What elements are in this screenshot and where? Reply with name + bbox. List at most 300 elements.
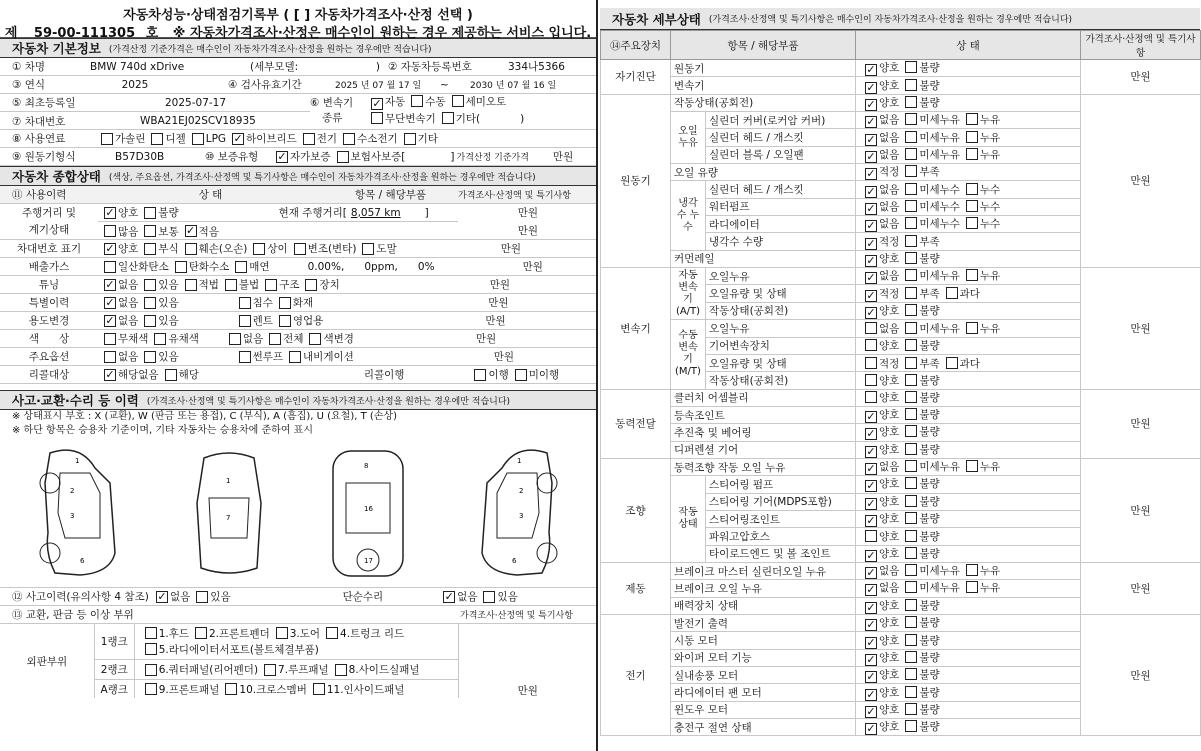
special-none-label: 없음 [118, 297, 139, 309]
status-checkbox[interactable] [905, 61, 917, 73]
color-chromatic-checkbox[interactable] [154, 333, 166, 345]
status-option-label: 없음 [879, 565, 900, 578]
detail-item: 충전구 절연 상태 [671, 719, 856, 736]
radiator-support-checkbox[interactable] [145, 643, 157, 655]
status-checkbox[interactable] [905, 477, 917, 489]
status-checkbox[interactable] [905, 374, 917, 386]
trunk-lid-checkbox[interactable] [326, 627, 338, 639]
detail-status [856, 615, 1081, 632]
emission-hc-checkbox[interactable] [175, 261, 187, 273]
special-history-row [0, 294, 596, 312]
status-checkbox[interactable] [966, 564, 978, 576]
status-checkbox[interactable] [966, 131, 978, 143]
status-checkbox[interactable] [966, 322, 978, 334]
status-checkbox[interactable] [905, 530, 917, 542]
detail-subcategory: 냉각수 누수 [671, 181, 706, 250]
status-checkbox[interactable]: ✓ [866, 253, 876, 267]
fuel-hybrid-label: 하이브리드 [246, 133, 297, 145]
emission-label: 배출가스 [28, 261, 70, 273]
status-checkbox[interactable] [865, 530, 877, 542]
status-checkbox[interactable]: ✓ [866, 462, 876, 476]
status-checkbox[interactable]: ✓ [866, 600, 876, 614]
inside-panel-checkbox[interactable] [313, 683, 325, 695]
status-checkbox[interactable]: ✓ [866, 687, 876, 701]
detail-item: 작동상태(공회전) [706, 302, 856, 319]
status-option-label: 누유 [979, 322, 1001, 335]
tuning-exist-checkbox[interactable] [144, 279, 156, 291]
door-checkbox[interactable] [276, 627, 288, 639]
basic-info-header [0, 38, 596, 58]
status-checkbox[interactable] [905, 651, 917, 663]
inspect-valid-label: ④ 검사유효기간 [228, 79, 302, 91]
door-label: 3.도어 [289, 628, 321, 640]
status-checkbox[interactable]: ✓ [866, 652, 876, 666]
detail-status [856, 632, 1081, 649]
usage-business-checkbox[interactable] [279, 315, 291, 327]
status-option-label: 누유 [979, 114, 1001, 127]
detail-category: 동력전달 [601, 389, 671, 458]
svg-text:6: 6 [79, 556, 84, 565]
year-value: 2025 [121, 78, 149, 91]
status-checkbox[interactable]: ✓ [866, 704, 876, 718]
inspect-valid-tilde: ~ [440, 78, 449, 91]
warranty-self-checkbox[interactable]: ✓ [277, 149, 287, 163]
trans-manual-label: 수동 [425, 96, 446, 108]
car-right-side-diagram [457, 443, 577, 583]
accident-none-checkbox[interactable]: ✓ [157, 589, 167, 603]
status-checkbox[interactable] [966, 183, 978, 195]
tuning-illegal-checkbox[interactable] [225, 279, 237, 291]
plate-painted-checkbox[interactable] [362, 243, 374, 255]
detail-title: 자동차 세부상태 [612, 11, 701, 27]
status-checkbox[interactable]: ✓ [866, 184, 876, 198]
status-checkbox[interactable] [966, 217, 978, 229]
status-checkbox[interactable] [905, 131, 917, 143]
accident-exist-checkbox[interactable] [196, 591, 208, 603]
detail-item: 윈도우 모터 [671, 701, 856, 718]
detail-item: 스티어링 기어(MDPS포함) [706, 493, 856, 510]
trans-auto-label: 자동 [385, 96, 406, 108]
roof-panel-checkbox[interactable] [264, 664, 276, 676]
usage-rent-checkbox[interactable] [239, 315, 251, 327]
mileage-many-checkbox[interactable] [104, 225, 116, 237]
status-option-label: 양호 [879, 478, 900, 491]
status-checkbox[interactable]: ✓ [866, 444, 876, 458]
fuel-lpg-checkbox[interactable] [192, 133, 204, 145]
status-checkbox[interactable] [865, 374, 877, 386]
status-checkbox[interactable] [905, 287, 917, 299]
mileage-few-checkbox[interactable]: ✓ [185, 224, 196, 237]
status-checkbox[interactable] [905, 183, 917, 195]
detail-item-header: 항목 / 해당부품 [671, 31, 856, 60]
device-header: ⑭주요장치 [601, 31, 671, 60]
status-option-label: 누유 [979, 565, 1001, 578]
status-checkbox[interactable]: ✓ [866, 201, 876, 215]
status-checkbox[interactable] [905, 408, 917, 420]
color-price-unit: 만원 [475, 333, 497, 345]
trans-manual-checkbox[interactable] [411, 95, 423, 107]
status-checkbox[interactable]: ✓ [866, 271, 876, 285]
detail-item: 오일누유 [706, 320, 856, 337]
tuning-device-checkbox[interactable] [305, 279, 317, 291]
plate-good-label: 양호 [118, 243, 139, 255]
status-checkbox[interactable]: ✓ [866, 583, 876, 597]
status-checkbox[interactable] [865, 339, 877, 351]
status-checkbox[interactable] [905, 79, 917, 91]
status-checkbox[interactable] [905, 599, 917, 611]
hood-checkbox[interactable] [145, 627, 157, 639]
detail-price: 만원 [1081, 268, 1201, 389]
usage-change-row [0, 312, 596, 330]
status-option-label: 양호 [879, 304, 900, 317]
fuel-hydrogen-checkbox[interactable] [343, 133, 355, 145]
status-checkbox[interactable] [966, 200, 978, 212]
detail-status [856, 337, 1081, 354]
status-checkbox[interactable]: ✓ [866, 427, 876, 441]
status-checkbox[interactable]: ✓ [866, 670, 876, 684]
status-checkbox[interactable] [966, 269, 978, 281]
detail-item: 오일유량 및 상태 [706, 354, 856, 371]
special-fire-label: 화재 [292, 297, 314, 309]
svg-text:7: 7 [225, 513, 230, 522]
status-checkbox[interactable] [905, 113, 917, 125]
status-checkbox[interactable] [865, 322, 877, 334]
status-option-label: 적정 [879, 357, 900, 370]
status-checkbox[interactable] [865, 357, 877, 369]
options-navi-checkbox[interactable] [289, 351, 301, 363]
usage-none-checkbox[interactable]: ✓ [105, 313, 115, 327]
quarter-panel-checkbox[interactable] [145, 664, 157, 676]
detail-item: 실린더 헤드 / 개스킷 [706, 181, 856, 198]
status-checkbox[interactable]: ✓ [866, 618, 876, 632]
status-checkbox[interactable] [905, 269, 917, 281]
status-checkbox[interactable] [865, 391, 877, 403]
color-none-checkbox[interactable] [229, 333, 241, 345]
detail-status [856, 181, 1081, 198]
status-option-label: 불량 [919, 443, 940, 456]
status-option-label: 미세누수 [919, 218, 960, 231]
status-checkbox[interactable] [905, 564, 917, 576]
status-checkbox[interactable] [905, 252, 917, 264]
status-option-label: 불량 [919, 96, 940, 109]
status-checkbox[interactable] [905, 443, 917, 455]
status-checkbox[interactable]: ✓ [866, 219, 876, 233]
status-option-label: 없음 [879, 582, 900, 595]
plate-corrosion-checkbox[interactable] [144, 243, 156, 255]
plate-diff-checkbox[interactable] [253, 243, 265, 255]
status-checkbox[interactable] [905, 304, 917, 316]
svg-text:1: 1 [74, 456, 79, 465]
detail-status [856, 164, 1081, 181]
detail-status [856, 701, 1081, 718]
tuning-none-label: 없음 [118, 279, 139, 291]
doc-notice: ※ 자동차가격조사·산정은 매수인이 원하는 경우 제공하는 서비스 입니다. [172, 26, 592, 41]
options-none-label: 없음 [118, 351, 139, 363]
basic-row-2 [0, 76, 596, 94]
warranty-insurer-label: 보험사보증[ [350, 151, 406, 163]
fuel-diesel-checkbox[interactable] [151, 133, 163, 145]
status-checkbox[interactable] [905, 581, 917, 593]
fuel-electric-checkbox[interactable] [303, 133, 315, 145]
emission-smoke-checkbox[interactable] [235, 261, 247, 273]
detail-status [856, 354, 1081, 371]
color-full-checkbox[interactable] [269, 333, 281, 345]
status-checkbox[interactable] [905, 391, 917, 403]
status-checkbox[interactable] [905, 616, 917, 628]
status-option-label: 불량 [919, 703, 940, 716]
document-title: 자동차성능·상태점검기록부 ( [ ] 자동차가격조사·산정 선택 ) [123, 8, 473, 23]
status-checkbox[interactable] [905, 425, 917, 437]
status-checkbox[interactable]: ✓ [866, 236, 876, 250]
detail-status [856, 719, 1081, 736]
trans-other-checkbox[interactable] [442, 112, 454, 124]
status-checkbox[interactable] [905, 668, 917, 680]
status-checkbox[interactable]: ✓ [866, 63, 876, 77]
outer-panel-label: 외판부위 [0, 624, 95, 698]
fuel-other-label: 기타 [417, 133, 438, 145]
detail-item: 클러치 어셈블리 [671, 389, 856, 406]
current-odometer-value: 8,057 km [350, 206, 401, 219]
meter-bad-checkbox[interactable] [144, 207, 156, 219]
status-checkbox[interactable] [905, 200, 917, 212]
status-option-label: 없음 [879, 114, 900, 127]
simple-repair-label: 단순수리 [342, 591, 384, 603]
status-option-label: 불량 [919, 651, 940, 664]
accident-history-row [0, 588, 596, 606]
recall-applies-checkbox[interactable] [165, 369, 177, 381]
status-checkbox[interactable]: ✓ [866, 115, 876, 129]
side-sill-checkbox[interactable] [335, 664, 347, 676]
special-history-label: 특별이력 [28, 297, 70, 309]
status-checkbox[interactable]: ✓ [866, 548, 876, 562]
status-checkbox[interactable] [946, 287, 958, 299]
status-option-label: 부족 [919, 235, 940, 248]
tuning-legal-checkbox[interactable] [185, 279, 197, 291]
status-checkbox[interactable] [966, 581, 978, 593]
special-exist-checkbox[interactable] [144, 297, 156, 309]
status-option-label: 양호 [879, 703, 900, 716]
detail-body [601, 60, 1201, 736]
repair-exist-checkbox[interactable] [483, 591, 495, 603]
tuning-row [0, 276, 596, 294]
sub-model-close: ) [375, 60, 380, 73]
document-header [0, 0, 596, 41]
detail-item: 배력장치 상태 [671, 597, 856, 614]
status-checkbox[interactable]: ✓ [866, 97, 876, 111]
status-checkbox[interactable] [905, 165, 917, 177]
detail-item: 와이퍼 모터 기능 [671, 649, 856, 666]
left-page [0, 0, 598, 751]
engine-type-label: ⑨ 원동기형식 [12, 151, 76, 163]
detail-status [856, 667, 1081, 684]
plate-good-checkbox[interactable]: ✓ [105, 241, 115, 255]
plate-damage-checkbox[interactable] [185, 243, 197, 255]
status-checkbox[interactable]: ✓ [866, 167, 876, 181]
detail-item: 시동 모터 [671, 632, 856, 649]
usage-business-label: 영업용 [292, 315, 324, 327]
status-option-label: 미세누유 [919, 131, 960, 144]
status-checkbox[interactable] [905, 720, 917, 732]
status-option-label: 과다 [959, 357, 980, 370]
trans-semi-checkbox[interactable] [452, 95, 464, 107]
status-option-label: 양호 [879, 547, 900, 560]
status-option-label: 부족 [919, 166, 940, 179]
detail-status [856, 302, 1081, 319]
repair-exist-label: 있음 [497, 591, 518, 603]
special-fire-checkbox[interactable] [279, 297, 291, 309]
vin-label: ⑦ 차대번호 [12, 115, 66, 128]
detail-item: 오일 유량 [671, 164, 856, 181]
status-checkbox[interactable]: ✓ [866, 496, 876, 510]
special-flood-checkbox[interactable] [239, 297, 251, 309]
status-checkbox[interactable] [905, 547, 917, 559]
quarter-panel-label: 6.쿼터패널(리어펜더) [158, 664, 259, 676]
status-checkbox[interactable]: ✓ [866, 80, 876, 94]
status-checkbox[interactable]: ✓ [866, 722, 876, 736]
detail-category: 원동기 [601, 94, 671, 267]
status-checkbox[interactable] [946, 357, 958, 369]
detail-item: 등속조인트 [671, 406, 856, 423]
fuel-hybrid-checkbox[interactable]: ✓ [233, 131, 243, 145]
basic-info-note: (가격산정 기준가격은 매수인이 자동차가격조사·산정을 원하는 경우에만 적습니다) [108, 44, 432, 55]
status-checkbox[interactable] [905, 357, 917, 369]
plate-row [0, 240, 596, 258]
cross-member-checkbox[interactable] [225, 683, 237, 695]
options-none-checkbox[interactable] [104, 351, 116, 363]
color-none-label: 없음 [242, 333, 264, 345]
repair-none-checkbox[interactable]: ✓ [444, 589, 454, 603]
repair-none-label: 없음 [457, 591, 478, 603]
status-checkbox[interactable] [905, 322, 917, 334]
status-checkbox[interactable]: ✓ [866, 305, 876, 319]
accident-none-label: 없음 [170, 591, 191, 603]
status-checkbox[interactable]: ✓ [866, 566, 876, 580]
options-sunroof-checkbox[interactable] [239, 351, 251, 363]
status-option-label: 미세누유 [919, 270, 960, 283]
tuning-none-checkbox[interactable]: ✓ [105, 277, 115, 291]
exchange-label: ⑬ 교환, 판금 등 이상 부위 [12, 609, 134, 621]
recall-none-checkbox[interactable]: ✓ [105, 367, 115, 381]
first-reg-value: 2025-07-17 [165, 96, 227, 109]
plate-altered-checkbox[interactable] [294, 243, 306, 255]
status-checkbox[interactable] [966, 113, 978, 125]
tuning-structure-checkbox[interactable] [265, 279, 277, 291]
status-checkbox[interactable]: ✓ [866, 514, 876, 528]
trunk-lid-label: 4.트렁크 리드 [340, 628, 405, 640]
detail-status [856, 510, 1081, 527]
status-checkbox[interactable]: ✓ [866, 149, 876, 163]
detail-status [856, 372, 1081, 389]
trans-auto-checkbox[interactable]: ✓ [372, 97, 382, 110]
special-none-checkbox[interactable]: ✓ [105, 295, 115, 309]
detail-row [601, 60, 1201, 77]
status-option-label: 없음 [879, 218, 900, 231]
detail-row [601, 389, 1201, 406]
front-panel-checkbox[interactable] [145, 683, 157, 695]
warranty-insurer-checkbox[interactable] [337, 151, 349, 163]
status-option-label: 적정 [879, 166, 900, 179]
detail-item: 타이로드엔드 및 볼 조인트 [706, 545, 856, 562]
status-checkbox[interactable] [966, 460, 978, 472]
fuel-gasoline-checkbox[interactable] [101, 133, 113, 145]
status-checkbox[interactable]: ✓ [866, 132, 876, 146]
status-option-label: 없음 [879, 461, 900, 474]
exchange-price-header: 가격조사·산정액 및 특기사항 [460, 611, 573, 621]
detail-item: 커먼레일 [671, 250, 856, 267]
front-fender-checkbox[interactable] [195, 627, 207, 639]
detail-category: 자기진단 [601, 60, 671, 95]
status-checkbox[interactable] [905, 460, 917, 472]
color-changed-checkbox[interactable] [309, 333, 321, 345]
emission-price-unit: 만원 [522, 261, 543, 273]
status-option-label: 양호 [879, 443, 900, 456]
detail-subcategory: 자동 변속기 (A/T) [671, 268, 706, 320]
status-checkbox[interactable] [905, 148, 917, 160]
status-option-label: 없음 [879, 131, 900, 144]
detail-category: 제동 [601, 562, 671, 614]
status-checkbox[interactable] [905, 512, 917, 524]
detail-row [601, 268, 1201, 285]
status-checkbox[interactable] [966, 148, 978, 160]
status-checkbox[interactable]: ✓ [866, 479, 876, 493]
detail-status-header: 상 태 [856, 31, 1081, 60]
usage-history-header: ⑪ 사용이력 [12, 189, 67, 201]
meter-good-checkbox[interactable]: ✓ [105, 205, 115, 219]
status-option-label: 양호 [879, 513, 900, 526]
options-exist-checkbox[interactable] [144, 351, 156, 363]
status-checkbox[interactable] [905, 686, 917, 698]
recall-unfulfilled-label: 미이행 [528, 369, 560, 381]
transmission-label-2: 종류 [322, 112, 343, 124]
status-checkbox[interactable] [905, 235, 917, 247]
status-checkbox[interactable] [905, 96, 917, 108]
detail-item: 발전기 출력 [671, 615, 856, 632]
recall-unfulfilled-checkbox[interactable] [515, 369, 527, 381]
status-option-label: 없음 [879, 148, 900, 161]
status-option-label: 불량 [919, 530, 940, 543]
status-checkbox[interactable]: ✓ [866, 410, 876, 424]
status-checkbox[interactable] [905, 495, 917, 507]
status-option-label: 양호 [879, 392, 900, 405]
usage-exist-checkbox[interactable] [144, 315, 156, 327]
radiator-support-label: 5.라디에이터서포트(볼트체결부품) [158, 644, 319, 656]
detail-table [600, 30, 1201, 736]
meter-good-label: 양호 [118, 207, 139, 219]
detail-item: 스티어링 펌프 [706, 476, 856, 493]
color-achromatic-checkbox[interactable] [104, 333, 116, 345]
status-option-label: 불량 [919, 409, 940, 422]
status-option-label: 양호 [879, 634, 900, 647]
status-checkbox[interactable] [905, 703, 917, 715]
recall-fulfilled-checkbox[interactable] [474, 369, 486, 381]
status-checkbox[interactable]: ✓ [866, 635, 876, 649]
plate-label: 차대번호 표기 [16, 243, 82, 255]
mileage-normal-label: 보통 [158, 225, 179, 238]
emission-co-checkbox[interactable] [104, 261, 116, 273]
basic-row-3 [0, 94, 596, 130]
fuel-other-checkbox[interactable] [404, 133, 416, 145]
mileage-normal-checkbox[interactable] [144, 225, 156, 237]
status-checkbox[interactable]: ✓ [866, 288, 876, 302]
trans-cvt-checkbox[interactable] [371, 112, 383, 124]
status-checkbox[interactable] [905, 217, 917, 229]
plate-diff-label: 상이 [267, 243, 288, 255]
status-option-label: 양호 [879, 79, 900, 92]
detail-note: (가격조사·산정액 및 특기사항은 매수인이 자동차가격조사·산정을 원하는 경우에만 적습니다) [708, 15, 1073, 25]
status-checkbox[interactable] [905, 634, 917, 646]
status-checkbox[interactable] [905, 339, 917, 351]
status-option-label: 미세누수 [919, 200, 960, 213]
